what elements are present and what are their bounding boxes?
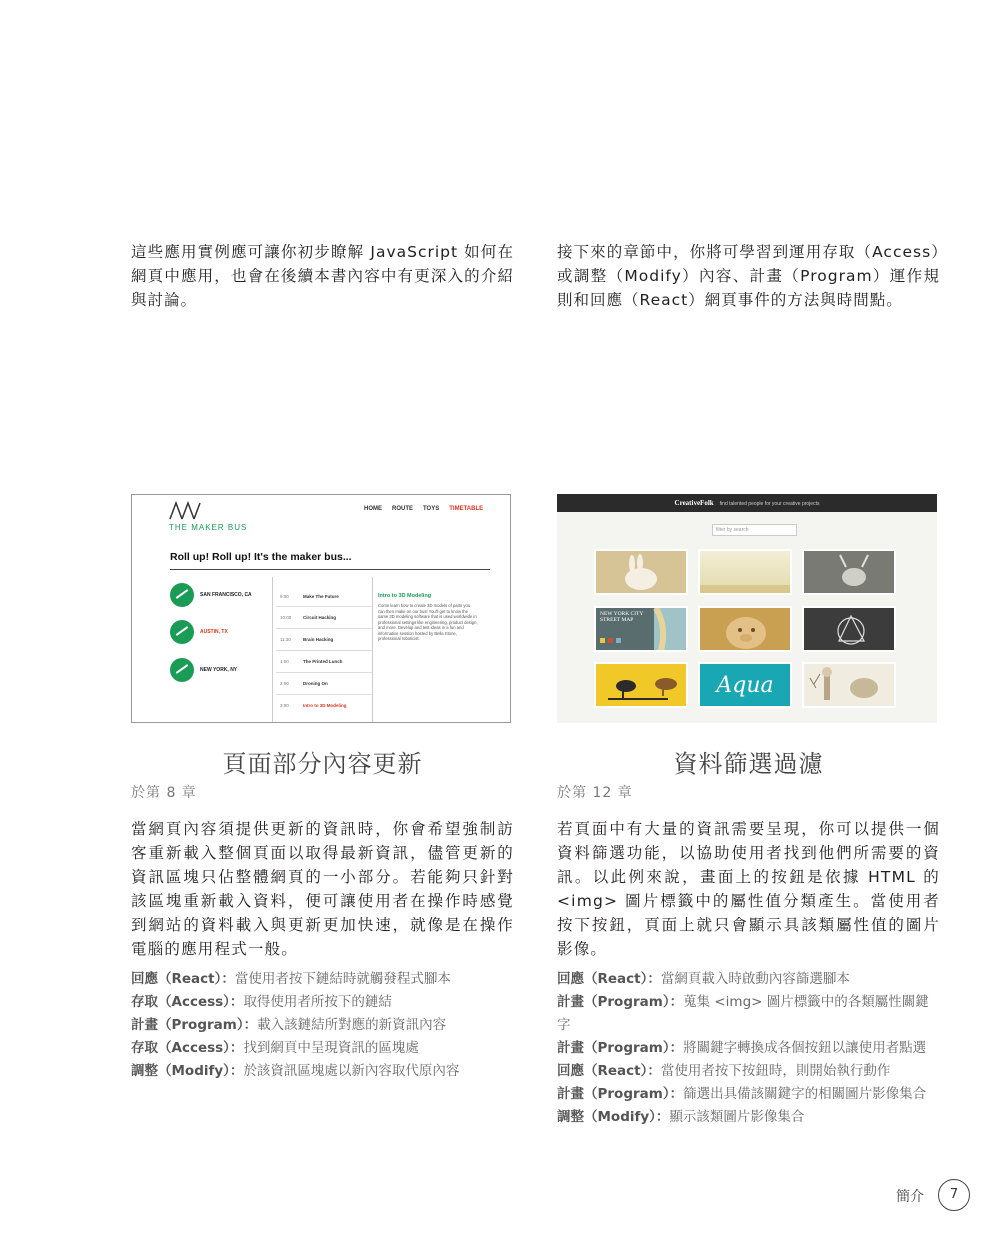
city-name: AUSTIN, TX xyxy=(200,629,228,635)
vintage-illustration-thumbnail xyxy=(802,662,896,708)
deer-photo-thumbnail xyxy=(802,549,896,595)
maker-bus-screenshot xyxy=(131,494,511,723)
section-title-partial-update: 頁面部分內容更新 xyxy=(222,750,423,778)
chapter-reference: 於第 12 章 xyxy=(557,785,633,801)
creative-folk-logo: CreativeFolk xyxy=(674,499,714,507)
geometric-logo-thumbnail xyxy=(802,606,896,652)
event-detail-title: Intro to 3D Modeling xyxy=(378,593,432,599)
maker-bus-brand: THE MAKER BUS xyxy=(169,523,248,532)
divider xyxy=(272,577,273,722)
section-body-filtering: 若頁面中有大量的資訊需要呈現，你可以提供一個資料篩選功能，以協助使用者找到他們所需要的資訊。以此例來說，畫面上的按鈕是依據 HTML 的 <img> 圖片標籤中的屬性值分類產生。當使用者按下按鈕，頁面上就只會顯示具該類屬性值的圖片影像。 xyxy=(557,820,940,958)
nav-item-toys: TOYS xyxy=(423,506,440,512)
city-item xyxy=(170,620,228,644)
filter-search-input: filter by search xyxy=(712,524,797,536)
step-list-filtering xyxy=(557,968,940,1129)
step-item: 計畫（Program）：蒐集 <img> 圖片標籤中的各類屬性關鍵字 xyxy=(557,994,929,1033)
city-item xyxy=(170,658,237,682)
maker-bus-nav xyxy=(364,506,483,512)
section-title-filtering: 資料篩選過濾 xyxy=(673,750,824,778)
city-name: SAN FRANCISCO, CA xyxy=(200,592,252,598)
step-item: 調整（Modify）：於該資訊區塊處以新內容取代原內容 xyxy=(131,1063,460,1079)
schedule-slot: 3:00 Intro to 3D Modeling xyxy=(280,703,347,708)
schedule-slot: 10:00 Circuit Hacking xyxy=(280,615,337,620)
nav-item-home: HOME xyxy=(364,506,382,512)
schedule-slot: 2:00 Droning On xyxy=(280,681,328,686)
beach-photo-thumbnail xyxy=(698,549,792,595)
chapter-footer-label: 簡介 xyxy=(896,1189,924,1205)
city-map-icon xyxy=(170,583,194,607)
sand-pig-thumbnail xyxy=(698,606,792,652)
creative-folk-tagline: find talented people for your creative projects xyxy=(719,501,820,507)
creative-folk-screenshot xyxy=(557,494,937,723)
maker-bus-headline: Roll up! Roll up! It's the maker bus... xyxy=(170,551,352,563)
step-item: 回應（React）：當使用者按下按鈕時，則開始執行動作 xyxy=(557,1063,891,1079)
city-item xyxy=(170,583,252,607)
divider xyxy=(372,577,373,722)
step-item: 存取（Access）：取得使用者所按下的鏈結 xyxy=(131,994,392,1010)
map-title: NEW YORK CITY STREET MAP xyxy=(600,611,644,623)
city-map-icon xyxy=(170,658,194,682)
step-list-partial-update xyxy=(131,968,514,1083)
animals-illustration-thumbnail xyxy=(594,662,688,708)
step-item: 調整（Modify）：顯示該類圖片影像集合 xyxy=(557,1109,805,1125)
nav-item-timetable: TIMETABLE xyxy=(449,506,484,512)
step-item: 回應（React）：當使用者按下鏈結時就觸發程式腳本 xyxy=(131,971,451,987)
city-map-icon xyxy=(170,620,194,644)
step-item: 計畫（Program）：篩選出具備該關鍵字的相關圖片影像集合 xyxy=(557,1086,927,1102)
event-detail-text: Come learn how to create 3D models of parts you can then make on our bus! You'll get to know the same 3D modeling software that is used worldwide in professional settings like engineering, product design, and more. Develop and test ideas in a fun and informative session hosted by Bella Stone, professional roboticist. xyxy=(378,603,478,641)
schedule-slot: 1:00 The Printed Lunch xyxy=(280,659,343,664)
chapter-reference: 於第 8 章 xyxy=(131,785,197,801)
page-number: 7 xyxy=(938,1179,970,1211)
divider xyxy=(170,569,490,570)
rabbit-illustration-thumbnail xyxy=(594,549,688,595)
section-body-partial-update: 當網頁內容須提供更新的資訊時，你會希望強制訪客重新載入整個頁面以取得最新資訊，儘管更新的資訊區塊只佔整體網頁的一小部分。若能夠只針對該區塊重新載入資料，便可讓使用者在操作時感覺到網站的資料載入與更新更加快速，就像是在操作電腦的應用程式一般。 xyxy=(131,820,514,958)
creative-folk-header xyxy=(557,494,937,512)
city-name: NEW YORK, NY xyxy=(200,667,238,673)
schedule-slot: 9:00 Make The Future xyxy=(280,594,339,599)
step-item: 回應（React）：當網頁載入時啟動內容篩選腳本 xyxy=(557,971,850,987)
intro-left-paragraph: 這些應用實例應可讓你初步瞭解 JavaScript 如何在網頁中應用，也會在後續本書內容中有更深入的介紹與討論。 xyxy=(131,243,514,309)
step-item: 計畫（Program）：將關鍵字轉換成各個按鈕以讓使用者點選 xyxy=(557,1040,927,1056)
step-item: 存取（Access）：找到網頁中呈現資訊的區塊處 xyxy=(131,1040,419,1056)
aqua-typography-thumbnail: Aqua xyxy=(698,662,792,708)
intro-right-paragraph: 接下來的章節中，你將可學習到運用存取（Access）或調整（Modify）內容、計畫（Program）運作規則和回應（React）網頁事件的方法與時間點。 xyxy=(557,243,940,309)
schedule-slot: 11:30 Brain Hacking xyxy=(280,637,334,642)
nav-item-route: ROUTE xyxy=(392,506,413,512)
street-map-thumbnail xyxy=(594,606,688,652)
step-item: 計畫（Program）：載入該鏈結所對應的新資訊內容 xyxy=(131,1017,447,1033)
maker-bus-logo-icon xyxy=(168,501,202,521)
